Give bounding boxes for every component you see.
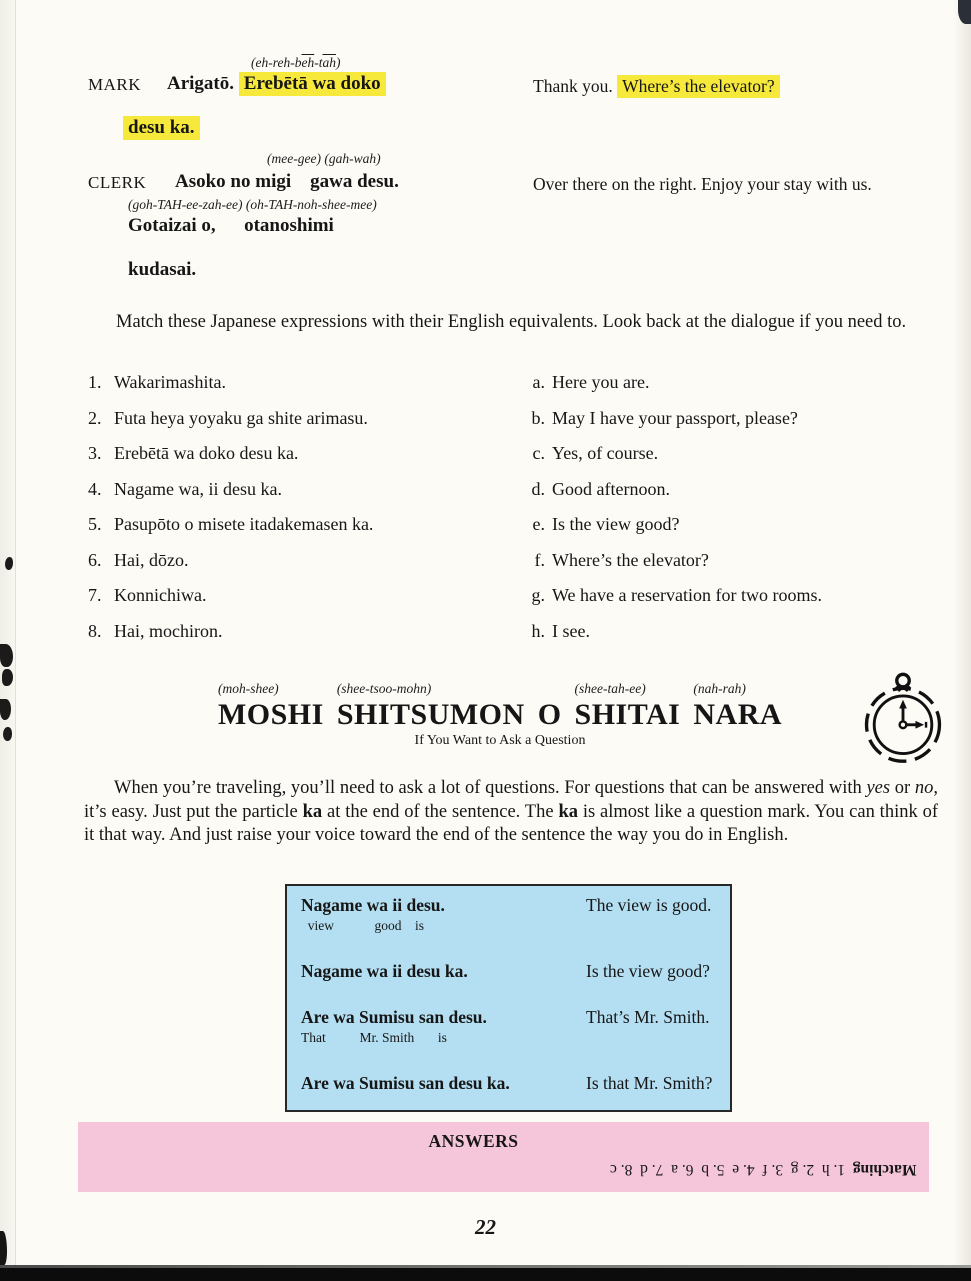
matching-japanese-list — [88, 372, 373, 641]
item-number: 6. — [88, 549, 102, 570]
item-text: We have a reservation for two rooms. — [552, 585, 822, 605]
italic-word: yes — [866, 778, 891, 798]
title-word — [538, 681, 562, 732]
item-text: Konnichiwa. — [114, 585, 207, 605]
paragraph-text: When you’re traveling, you’ll need to ask a lot of questions. For questions that can be answered with — [114, 778, 867, 798]
answers-label: Matching — [853, 1161, 917, 1178]
item-text: Nagame wa, ii desu ka. — [114, 478, 282, 499]
item-text: Hai, mochiron. — [114, 620, 223, 641]
item-text: Erebētā wa doko desu ka. — [114, 443, 299, 463]
example-row — [301, 1073, 724, 1094]
pronunciation-guide: $(eh-reh-b\overline{eh}-t\overline{ah})$ — [251, 55, 341, 70]
highlighted-japanese: desu ka. — [123, 116, 200, 140]
title-word-text: O — [537, 698, 562, 731]
example-row — [301, 1007, 724, 1028]
english-translation: Over there on the right. Enjoy your stay with us. — [533, 174, 872, 194]
item-text: Yes, of course. — [552, 443, 659, 463]
pronunciation-guide: (shee-tah-ee) — [574, 681, 646, 696]
item-text: I see. — [552, 620, 590, 641]
english-text: Thank you. — [533, 76, 618, 96]
item-number: 7. — [88, 585, 102, 605]
japanese-line — [123, 117, 200, 139]
answers-values: 1. h 2. g 3. f 4. e 5. b 6. a 7. d 8. c — [610, 1161, 854, 1178]
item-number: 1. — [88, 372, 102, 392]
example-english: That’s Mr. Smith. — [586, 1007, 710, 1027]
matching-instructions: Match these Japanese expressions with their English equivalents. Look back at the dialogue if you need to. — [116, 312, 907, 332]
item-text: Is the view good? — [552, 514, 680, 534]
pronunciation-guide: (nah-rah) — [693, 681, 746, 696]
item-letter: h. — [531, 620, 545, 641]
item-letter: d. — [531, 478, 545, 499]
japanese-line: kudasai. — [128, 259, 197, 280]
item-number: 8. — [88, 620, 102, 641]
answers-box — [78, 1122, 929, 1192]
item-number: 5. — [88, 514, 102, 534]
title-word — [218, 681, 324, 732]
japanese-line — [167, 73, 386, 95]
matching-item — [88, 621, 373, 641]
matching-item — [528, 372, 822, 392]
dialogue-speaker-clerk: CLERK — [88, 173, 147, 192]
example-english: Is that Mr. Smith? — [586, 1073, 713, 1093]
example-row — [301, 961, 724, 982]
item-letter: f. — [534, 549, 545, 570]
corner-shadow — [958, 0, 971, 24]
item-letter: g. — [531, 585, 545, 605]
title-word — [337, 681, 525, 732]
italic-word: no — [914, 778, 934, 798]
item-text: May I have your passport, please? — [552, 407, 798, 428]
japanese-line: Gotaizai o, otanoshimi — [128, 215, 334, 236]
title-word-text: SHITAI — [574, 698, 681, 731]
japanese-line: Asoko no migi gawa desu. — [175, 171, 399, 192]
example-japanese: Are wa Sumisu san desu. — [301, 1007, 487, 1027]
item-number: 4. — [88, 478, 102, 499]
page-number: 22 — [475, 1215, 496, 1239]
matching-item — [528, 514, 822, 534]
intro-paragraph — [84, 777, 938, 848]
example-gloss: That Mr. Smith is — [301, 1030, 447, 1045]
item-letter: c. — [532, 443, 545, 463]
item-text: Hai, dōzo. — [114, 549, 189, 570]
matching-item — [88, 585, 373, 605]
item-text: Wakarimashita. — [114, 372, 227, 392]
highlighted-english: Where’s the elevator? — [617, 75, 780, 98]
highlighted-japanese: Erebētā wa doko — [239, 72, 386, 96]
item-text: Here you are. — [552, 372, 650, 392]
binding-mark — [3, 727, 12, 741]
item-text: Good afternoon. — [552, 478, 670, 499]
item-text: Where’s the elevator? — [552, 549, 709, 570]
matching-item — [88, 550, 373, 570]
example-row — [301, 895, 724, 916]
item-letter: a. — [532, 372, 545, 392]
matching-item — [88, 408, 373, 428]
matching-item — [88, 443, 373, 463]
item-text: Pasupōto o misete itadakemasen ka. — [114, 514, 374, 534]
matching-item — [528, 585, 822, 605]
matching-item — [88, 479, 373, 499]
page-right-edge — [953, 0, 971, 1281]
item-letter: b. — [531, 407, 545, 428]
example-japanese: Nagame wa ii desu. — [301, 895, 445, 915]
answers-title: ANSWERS — [428, 1131, 519, 1151]
paragraph-text: or — [890, 778, 915, 798]
matching-item — [528, 550, 822, 570]
section-title — [90, 681, 910, 732]
item-letter: e. — [532, 514, 545, 534]
matching-english-list — [528, 372, 822, 641]
book-edge — [0, 1268, 971, 1281]
dialogue-speaker-mark: MARK — [88, 75, 142, 94]
matching-item — [88, 372, 373, 392]
bold-particle: ka — [558, 801, 578, 822]
section-subtitle: If You Want to Ask a Question — [414, 733, 586, 748]
pronunciation-guide: (shee-tsoo-mohn) — [336, 681, 432, 696]
bold-particle: ka — [302, 801, 323, 822]
page-left-edge — [0, 0, 16, 1281]
english-translation — [533, 76, 780, 97]
example-gloss: view good is — [301, 918, 424, 933]
title-word-text: SHITSUMON — [336, 698, 525, 731]
item-number: 2. — [88, 407, 102, 428]
item-number: 3. — [88, 443, 102, 463]
title-word — [693, 681, 782, 732]
example-english: Is the view good? — [586, 961, 710, 981]
title-word-text: MOSHI — [217, 698, 324, 731]
matching-item — [528, 479, 822, 499]
paragraph-text: is almost like a question mark. You can think of it that way. And just raise your voice toward the end of the sentence the way you do in English. — [84, 801, 938, 845]
japanese-text: Arigatō. — [167, 73, 239, 94]
example-japanese: Nagame wa ii desu ka. — [301, 961, 468, 981]
pronunciation-guide: (mee-gee) (gah-wah) — [267, 151, 381, 166]
binding-mark — [0, 644, 13, 667]
item-text: Futa heya yoyaku ga shite arimasu. — [114, 407, 368, 428]
answers-line-upside-down — [610, 1160, 917, 1178]
matching-item — [528, 443, 822, 463]
pronunciation-guide: (goh-TAH-ee-zah-ee) (oh-TAH-noh-shee-mee) — [128, 197, 377, 212]
example-english: The view is good. — [586, 895, 712, 915]
title-word — [575, 681, 681, 732]
stopwatch-icon — [855, 671, 951, 767]
paragraph-text: , it’s easy. Just put the particle — [84, 778, 938, 822]
paragraph-text: at the end of the sentence. The — [322, 801, 559, 822]
matching-item — [528, 621, 822, 641]
title-word-text: NARA — [693, 698, 783, 731]
section-heading — [90, 681, 910, 749]
example-japanese: Are wa Sumisu san desu ka. — [301, 1073, 510, 1093]
matching-item — [88, 514, 373, 534]
matching-item — [528, 408, 822, 428]
example-box — [285, 884, 732, 1112]
pronunciation-guide: (moh-shee) — [217, 681, 279, 696]
